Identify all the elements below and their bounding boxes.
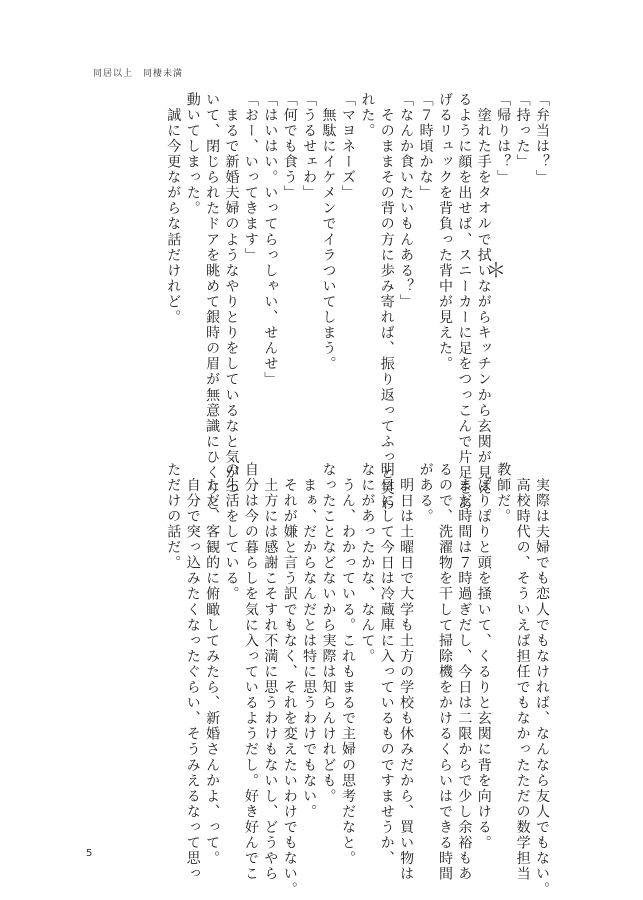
text-column: ただ、客観的に俯瞰してみたら、新婚さんかよ、って。 (204, 462, 221, 867)
text-column: 土方には感謝こそすれ不満に思うわけもないし、どうやら (262, 462, 279, 882)
text-column: 「何でも食う」 (281, 92, 298, 201)
text-column: 教師だ。 (495, 462, 512, 525)
page-number: 5 (86, 848, 93, 859)
text-column: まだ時間は７時過ぎだし、今日は二限からで少し余裕もあ (456, 462, 473, 882)
text-column: 動いてしまった。 (184, 92, 201, 217)
text-column: ぽりぽりと頭を掻いて、くるりと玄関に背を向ける。 (475, 462, 492, 851)
text-column: の生活をしている。 (223, 462, 240, 602)
text-column: 実際は夫婦でも恋人でもなければ、なんなら友人でもない。 (534, 462, 550, 898)
header-title-part2: 同棲未満 (143, 69, 184, 79)
header-title-part1: 同居以上 (93, 69, 134, 79)
text-column: れた。 (359, 92, 376, 139)
text-column: るので、洗濯物を干して掃除機をかけるくらいはできる時間 (436, 462, 453, 882)
text-column: そのままその背の方に歩み寄れば、振り返ってふっと笑わ (378, 92, 395, 512)
text-column: なにがあったかな、なんて。 (359, 462, 376, 665)
text-column: 「うるせェわ」 (301, 92, 318, 201)
text-column: るように顔を出せば、スニーカーに足をつっこんで片足をあ (456, 92, 473, 512)
text-column: なったことなどないから実際は知らんけれども。 (320, 462, 337, 805)
text-column: まぁ、だからなんだとは特に思うわけでもない。 (301, 462, 318, 820)
text-column: 「なんか食いたいもんある？」 (398, 92, 415, 310)
text-column: 誠に今更ながらな話だけれど。 (165, 92, 182, 326)
text-column: 「持った」 (514, 92, 531, 170)
text-column: 自分は今の暮らしを気に入っているようだし。好き好んでこ (242, 462, 259, 882)
lower-text-block (141, 462, 551, 898)
running-header (93, 66, 183, 79)
text-column: 「帰りは？」 (495, 92, 512, 186)
text-column: 塗れた手をタオルで拭いながらキッチンから玄関が見え (475, 92, 492, 497)
text-column: がある。 (417, 462, 434, 525)
text-column: 明日にして今日は冷蔵庫に入っているものですませうか、 (378, 462, 395, 867)
text-column: 「おー、いってきます」 (242, 92, 259, 264)
text-column: 「弁当は？」 (534, 92, 550, 186)
text-column: それが嫌と言う訳でもなく、それを変えたいわけでもない。 (281, 462, 298, 898)
text-column: 「マヨネーズ」 (339, 92, 356, 201)
scene-break-asterisk: ＊ (486, 258, 506, 282)
text-column: まるで新婚夫婦のようなやりとりをしているなと気がつ (223, 92, 240, 497)
text-column: うん、わかっている。これもまるで主婦の思考だなと。 (339, 462, 356, 867)
text-column: 明日は土曜日で大学も土方の学校も休みだから、買い物は (398, 462, 415, 882)
text-column: げるリュックを背負った背中が見えた。 (436, 92, 453, 372)
text-column: 無駄にイケメンでイラついてしまう。 (320, 92, 337, 372)
text-column: いて、閉じられたドアを眺めて銀時の眉が無意識にひくりと (204, 92, 221, 512)
text-column: 「７時頃かな」 (417, 92, 434, 201)
text-column: 高校時代の、そういえば担任でもなかったただの数学担当 (514, 462, 531, 882)
text-column: 自分で突っ込みたくなったぐらい、そうみえるなって思っ (184, 462, 201, 882)
text-column: 「はいはい。いってらっしゃい、せんせ」 (262, 92, 279, 388)
text-column: ただけの話だ。 (165, 462, 182, 571)
